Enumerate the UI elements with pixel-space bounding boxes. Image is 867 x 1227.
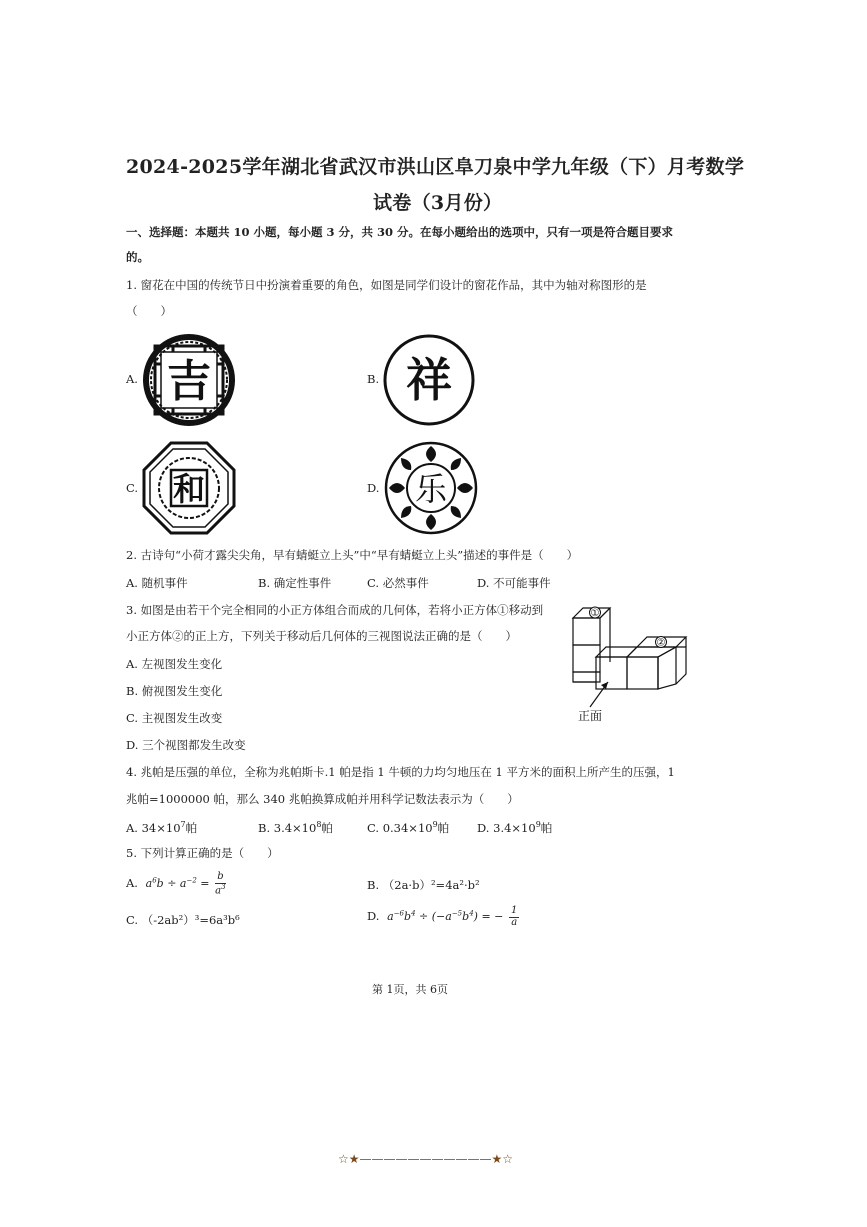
question-2-option-c: C. 必然事件 (367, 576, 429, 590)
question-3-option-c: C. 主视图发生改变 (126, 711, 223, 725)
section-heading-line2: 的。 (126, 250, 149, 264)
paper-cut-figure-c (141, 440, 237, 536)
question-5-stem: 5. 下列计算正确的是（ ） (126, 846, 279, 860)
character-xiang: 祥 (406, 353, 452, 407)
question-3-option-d: D. 三个视图都发生改变 (126, 738, 246, 752)
question-5-option-d: D. $a^{-6}b^4 \div (-a^{-5}b^4)$ = − $\frac{1}{a}$ (367, 905, 518, 928)
question-1-option-b-label: B. (367, 372, 380, 386)
question-2-stem: 2. 古诗句“小荷才露尖尖角，早有蜻蜓立上头”中“早有蜻蜓立上头”描述的事件是（ ） (126, 548, 579, 562)
question-1-stem: 1. 窗花在中国的传统节日中扮演着重要的角色，如图是同学们设计的窗花作品，其中为轴对称图形的是 (126, 278, 647, 292)
question-5-option-a: A. $a^6b \div a^{-2}$ = $\frac{b}{a^3}$ (126, 871, 226, 896)
question-2-option-d: D. 不可能事件 (477, 576, 551, 590)
paper-cut-figure-a (141, 332, 237, 428)
question-1-option-c-label: C. (126, 481, 139, 495)
question-4-option-c: C. $0.34\times 10^9$帕 (367, 820, 450, 835)
question-3-option-b: B. 俯视图发生变化 (126, 684, 223, 698)
front-label: 正面 (578, 709, 603, 723)
question-3-option-a: A. 左视图发生变化 (126, 657, 223, 671)
question-2-option-b: B. 确定性事件 (258, 576, 332, 590)
page-title-line2: 试卷（3月份） (373, 192, 503, 214)
footer-decoration: ☆★———————————★☆ (338, 1152, 514, 1166)
section-heading: 一、选择题：本题共 10 小题，每小题 3 分，共 30 分。在每小题给出的选项中，只有一项是符合题目要求 (126, 225, 674, 239)
character-le: 乐 (414, 470, 448, 508)
cube-solid-figure (568, 600, 694, 726)
paper-cut-figure-b (383, 334, 475, 426)
question-3-stem-line1: 3. 如图是由若干个完全相同的小正方体组合而成的几何体，若将小正方体①移动到 (126, 603, 544, 617)
question-1-option-d-label: D. (367, 481, 380, 495)
question-1-option-a-label: A. (126, 372, 138, 386)
paper-cut-figure-d (383, 440, 479, 536)
question-4-option-a: A. $34\times 10^7$帕 (126, 820, 198, 835)
character-ji: 吉 (167, 356, 211, 407)
question-5-option-c: C. （-2ab²）³=6a³b⁶ (126, 913, 240, 927)
cube-label-2: ② (656, 637, 666, 649)
question-4-option-b: B. $3.4\times 10^8$帕 (258, 820, 333, 835)
question-4-option-d: D. $3.4\times 10^9$帕 (477, 820, 553, 835)
page-title: 2024-2025学年湖北省武汉市洪山区阜刀泉中学九年级（下）月考数学 (126, 156, 745, 178)
page-number: 第 1页，共 6页 (372, 983, 448, 996)
question-1-paren: （ ） (126, 304, 172, 318)
question-5-option-b: B. （2a·b）²=4a²·b² (367, 878, 480, 892)
question-3-stem-line2: 小正方体②的正上方，下列关于移动后几何体的三视图说法正确的是（ ） (126, 629, 517, 643)
question-4-stem-line2: 兆帕=1000000 帕，那么 340 兆帕换算成帕并用科学记数法表示为（ ） (126, 792, 519, 806)
character-he: 和 (172, 470, 206, 508)
cube-label-1: ① (590, 608, 600, 619)
question-4-stem-line1: 4. 兆帕是压强的单位，全称为兆帕斯卡.1 帕是指 1 牛顿的力均匀地压在 1 平方米的面积上所产生的压强，1 (126, 765, 675, 779)
question-2-option-a: A. 随机事件 (126, 576, 188, 590)
